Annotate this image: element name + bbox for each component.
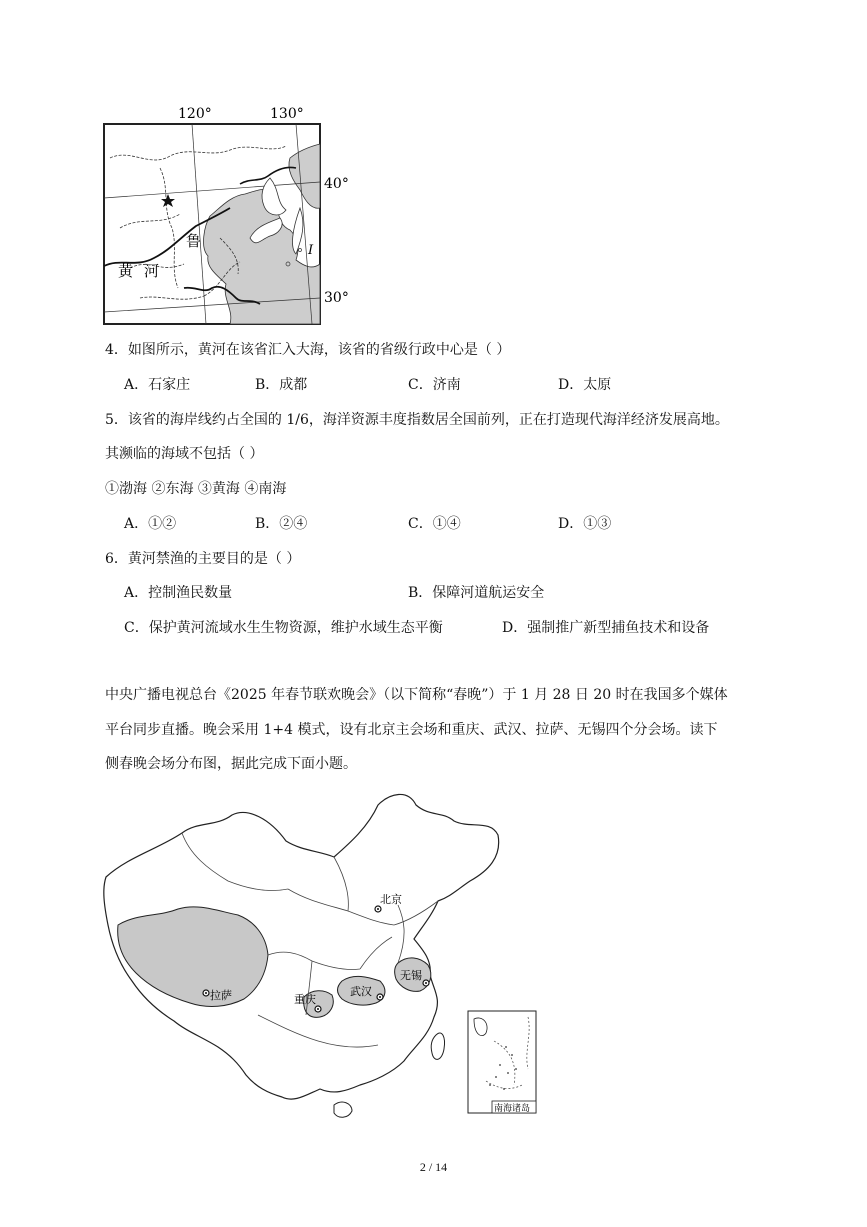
river-label-he: 河 bbox=[144, 262, 160, 280]
lon-label-130: 130° bbox=[270, 106, 304, 122]
shandong-location-map bbox=[100, 98, 360, 330]
question-5-text-line2: 其濒临的海域不包括（ ） bbox=[105, 446, 264, 462]
city-label-wuhan: 武汉 bbox=[350, 985, 372, 998]
lat-label-30: 30° bbox=[324, 290, 349, 306]
q6-option-d[interactable]: D．强制推广新型捕鱼技术和设备 bbox=[502, 620, 710, 636]
q5-option-d[interactable]: D．①③ bbox=[558, 516, 612, 532]
province-label-lu: 鲁 bbox=[186, 232, 202, 250]
q5-option-c[interactable]: C．①④ bbox=[408, 516, 461, 532]
q4-option-a[interactable]: A．石家庄 bbox=[124, 377, 191, 393]
river-label-huang: 黄 bbox=[118, 262, 134, 280]
passage-line-2: 平台同步直播。晚会采用 1+4 模式，设有北京主会场和重庆、武汉、拉萨、无锡四个分会场。读下 bbox=[105, 722, 718, 738]
city-label-lhasa: 拉萨 bbox=[210, 989, 232, 1002]
q5-option-a[interactable]: A．①② bbox=[124, 516, 177, 532]
city-label-chongqing: 重庆 bbox=[294, 993, 316, 1006]
question-5-statements: ①渤海 ②东海 ③黄海 ④南海 bbox=[105, 481, 287, 497]
taiwan-island bbox=[431, 1033, 444, 1059]
point-label-i: I bbox=[308, 243, 314, 258]
question-4-text: 4．如图所示，黄河在该省汇入大海，该省的省级行政中心是（ ） bbox=[105, 342, 511, 358]
q4-option-b[interactable]: B．成都 bbox=[255, 377, 308, 393]
hainan-island bbox=[334, 1102, 352, 1117]
question-6-text: 6．黄河禁渔的主要目的是（ ） bbox=[105, 551, 301, 567]
passage-line-3: 侧春晚会场分布图，据此完成下面小题。 bbox=[105, 756, 357, 772]
question-5-text-line1: 5．该省的海岸线约占全国的 1/6，海洋资源丰度指数居全国前列，正在打造现代海洋经济发展高地。 bbox=[105, 412, 729, 428]
q6-option-c[interactable]: C．保护黄河流域水生生物资源，维护水域生态平衡 bbox=[124, 620, 443, 636]
q4-option-c[interactable]: C．济南 bbox=[408, 377, 461, 393]
lon-label-120: 120° bbox=[178, 106, 212, 122]
q5-option-b[interactable]: B．②④ bbox=[255, 516, 308, 532]
passage-line-1: 中央广播电视总台《2025 年春节联欢晚会》（以下简称“春晚”）于 1 月 28 日 20 时在我国多个媒体 bbox=[105, 687, 728, 703]
inset-label: 南海诸岛 bbox=[494, 1104, 531, 1114]
city-label-wuxi: 无锡 bbox=[400, 969, 422, 982]
q4-option-d[interactable]: D．太原 bbox=[558, 377, 612, 393]
q6-option-b[interactable]: B．保障河道航运安全 bbox=[408, 585, 545, 601]
lat-label-40: 40° bbox=[324, 176, 349, 192]
china-venue-map bbox=[98, 785, 548, 1125]
q6-option-a[interactable]: A．控制渔民数量 bbox=[124, 585, 233, 601]
page-number: 2 / 14 bbox=[419, 1160, 448, 1174]
city-label-beijing: 北京 bbox=[380, 893, 402, 906]
